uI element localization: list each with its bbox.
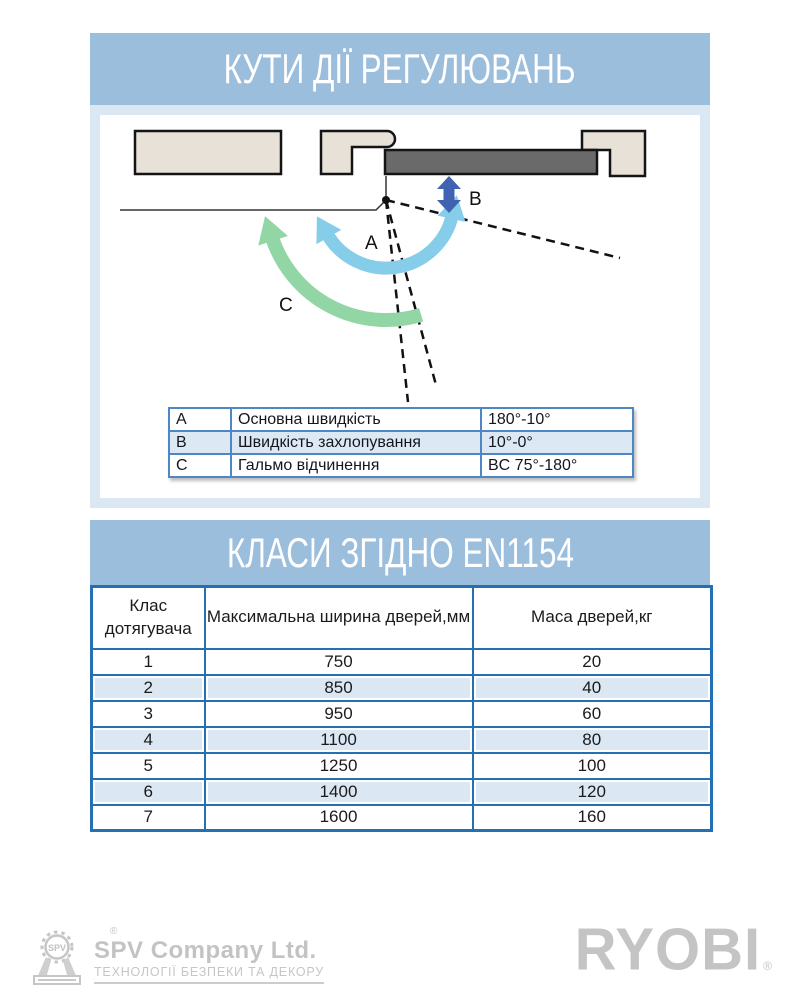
table-row: [92, 805, 712, 831]
cell-mass: 20: [473, 649, 712, 675]
spv-ribbon-right: [63, 957, 77, 978]
angles-legend-table: [168, 407, 634, 478]
footer: [0, 916, 800, 1000]
wall-reference-line: [120, 200, 386, 210]
ryobi-logo-group: [574, 916, 772, 983]
cell-class: 2: [92, 675, 205, 701]
spv-tagline: ТЕХНОЛОГІЇ БЕЗПЕКИ ТА ДЕКОРУ: [94, 965, 324, 984]
cell-width: 1100: [205, 727, 473, 753]
cell-class: 5: [92, 753, 205, 779]
door-open-position-dashed-line: [386, 200, 620, 258]
cell-mass: 40: [473, 675, 712, 701]
classes-title-banner: [90, 520, 710, 585]
legend-row-c: [169, 454, 633, 477]
spv-logo-icon: [28, 926, 86, 986]
door-latching-position-dashed-line: [386, 200, 436, 385]
cell-class: 6: [92, 779, 205, 805]
header-closer-class: Клас дотягувача: [92, 587, 205, 649]
wall-section-left: [135, 131, 281, 174]
cell-width: 1400: [205, 779, 473, 805]
cell-width: 850: [205, 675, 473, 701]
header-door-mass: Маса дверей,кг: [473, 587, 712, 649]
legend-key: B: [169, 431, 231, 454]
en1154-classes-table: [90, 585, 713, 832]
pivot-point-dot: [382, 196, 390, 204]
legend-row-a: [169, 408, 633, 431]
table-row: [92, 753, 712, 779]
arrow-b-latching-speed: [437, 176, 461, 213]
angles-diagram-area: [90, 105, 710, 508]
cell-class: 1: [92, 649, 205, 675]
cell-class: 7: [92, 805, 205, 831]
table-row: [92, 779, 712, 805]
legend-row-b: [169, 431, 633, 454]
spv-logo-group: [28, 926, 324, 986]
cell-mass: 100: [473, 753, 712, 779]
classes-section-title: КЛАСИ ЗГІДНО EN1154: [226, 528, 574, 576]
cell-width: 1250: [205, 753, 473, 779]
table-row: [92, 675, 712, 701]
cell-mass: 160: [473, 805, 712, 831]
door-leaf: [385, 150, 597, 174]
table-header-row: [92, 587, 712, 649]
angles-section: [90, 33, 710, 508]
legend-range: 180°-10°: [481, 408, 633, 431]
legend-range: BC 75°-180°: [481, 454, 633, 477]
label-b: B: [469, 189, 482, 210]
cell-width: 1600: [205, 805, 473, 831]
spv-ribbon-left: [37, 957, 51, 978]
ryobi-registered-mark: ®: [763, 959, 772, 974]
cell-class: 4: [92, 727, 205, 753]
spv-text-block: [94, 938, 324, 984]
cell-class: 3: [92, 701, 205, 727]
cell-mass: 80: [473, 727, 712, 753]
table-row: [92, 649, 712, 675]
legend-name: Основна швидкість: [231, 408, 481, 431]
table-row: [92, 701, 712, 727]
legend-key: A: [169, 408, 231, 431]
legend-name: Гальмо відчинення: [231, 454, 481, 477]
angles-title-banner: [90, 33, 710, 105]
cell-mass: 60: [473, 701, 712, 727]
door-closer-angles-diagram: [100, 115, 700, 403]
legend-name: Швидкість захлопування: [231, 431, 481, 454]
legend-range: 10°-0°: [481, 431, 633, 454]
label-a: A: [365, 233, 378, 254]
label-c: C: [279, 295, 293, 316]
ryobi-wordmark: RYOBI: [574, 916, 762, 983]
spv-badge-text: SPV: [47, 943, 67, 953]
legend-key: C: [169, 454, 231, 477]
cell-width: 750: [205, 649, 473, 675]
header-max-door-width: Максимальна ширина дверей,мм: [205, 587, 473, 649]
cell-width: 950: [205, 701, 473, 727]
classes-section: [90, 520, 710, 832]
cell-mass: 120: [473, 779, 712, 805]
angles-section-title: КУТИ ДІЇ РЕГУЛЮВАНЬ: [224, 45, 576, 92]
spv-registered-mark: ®: [110, 926, 118, 937]
table-row: [92, 727, 712, 753]
spv-company-name: SPV Company Ltd.: [94, 937, 317, 964]
door-closed-position-dashed-line: [386, 200, 408, 402]
